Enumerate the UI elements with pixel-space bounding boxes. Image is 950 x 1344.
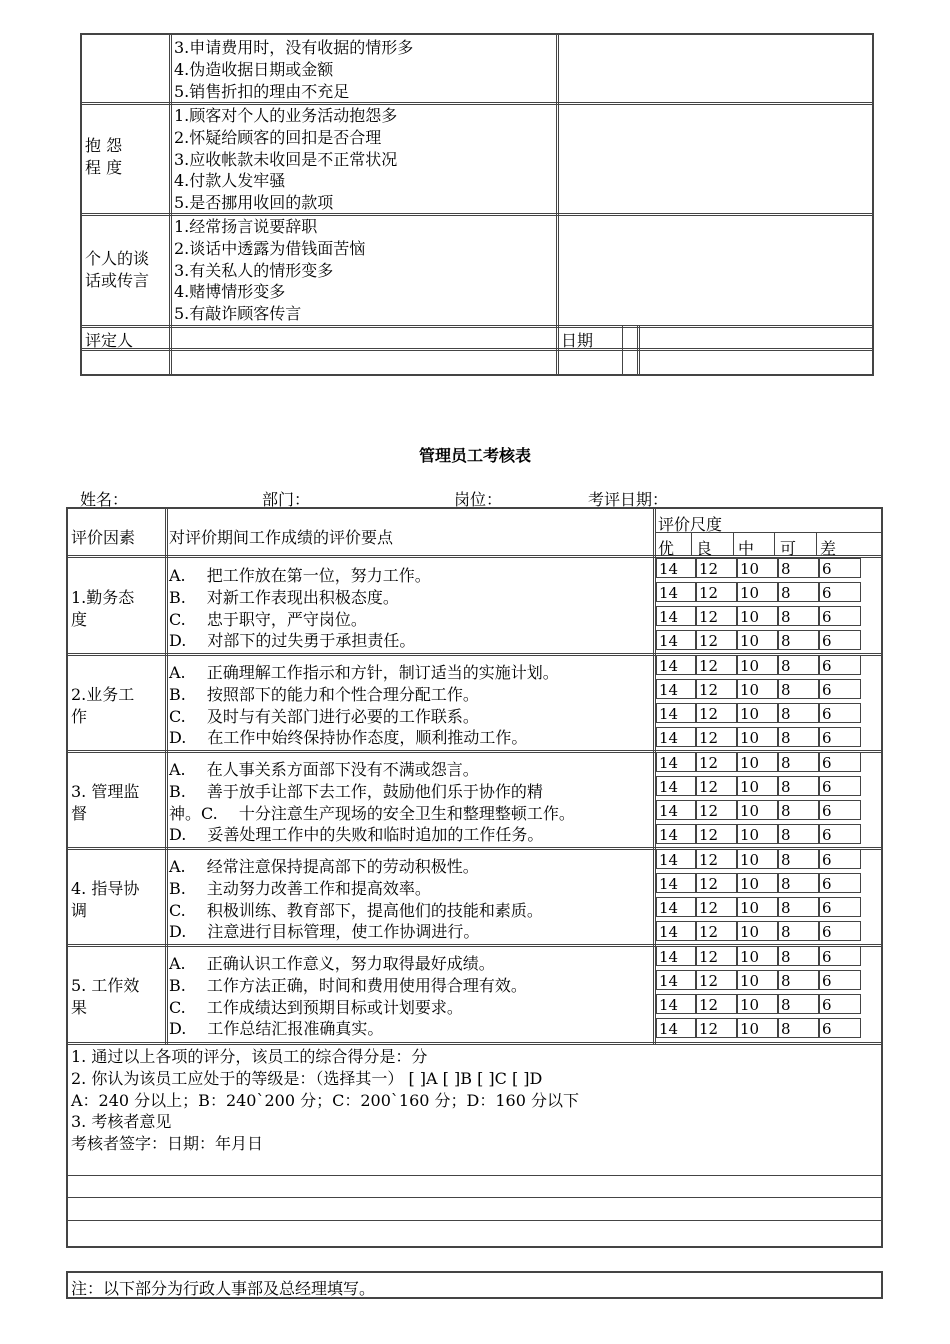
score-value: 10 [740,851,760,869]
score-cell[interactable] [696,994,737,1014]
score-value: 14 [659,608,679,626]
score-cell[interactable] [778,606,819,626]
score-cell[interactable] [696,752,737,772]
score-value: 14 [659,899,679,917]
score-cell[interactable] [819,679,861,699]
score-cell[interactable] [778,921,819,941]
score-cell[interactable] [778,873,819,893]
score-value: 6 [822,802,832,820]
score-value: 8 [781,875,791,893]
score-cell[interactable] [696,582,737,602]
factor-5-items [169,953,527,1040]
score-cell[interactable] [656,970,696,990]
score-cell[interactable] [819,994,861,1014]
list-item: C. 及时与有关部门进行必要的工作联系。 [169,706,479,726]
list-item: D. 工作总结汇报准确真实。 [169,1019,384,1039]
score-value: 6 [822,826,832,844]
score-cell[interactable] [819,655,861,675]
score-value: 12 [699,657,719,675]
score-cell[interactable] [737,606,778,626]
factor-5-label: 5. 工作效 果 [71,976,140,1017]
score-cell[interactable] [737,921,778,941]
score-value: 8 [781,851,791,869]
score-value: 14 [659,754,679,772]
summary-line: 2. 你认为该员工应处于的等级是：（选择其一） [ ]A [ ]B [ ]C [ ]D [71,1068,543,1088]
score-value: 14 [659,681,679,699]
list-item: D. 对部下的过失勇于承担责任。 [169,631,416,651]
score-value: 14 [659,705,679,723]
list-item: 2.怀疑给顾客的回扣是否合理 [174,127,382,147]
score-cell[interactable] [737,946,778,966]
score-cell[interactable] [696,921,737,941]
score-cell[interactable] [737,873,778,893]
score-cell[interactable] [656,679,696,699]
score-cell[interactable] [778,800,819,820]
list-item: 5.销售折扣的理由不充足 [174,81,350,101]
score-cell[interactable] [656,727,696,747]
summary-line: 1. 通过以上各项的评分，该员工的综合得分是：分 [71,1047,428,1066]
score-value: 12 [699,632,719,650]
score-cell[interactable] [737,703,778,723]
score-cell[interactable] [737,752,778,772]
score-value: 12 [699,584,719,602]
score-value: 6 [822,560,832,578]
score-cell[interactable] [778,727,819,747]
score-value: 14 [659,657,679,675]
score-value: 6 [822,632,832,650]
score-value: 12 [699,560,719,578]
score-cell[interactable] [778,558,819,578]
list-item: D. 注意进行目标管理，使工作协调进行。 [169,922,480,942]
score-cell[interactable] [696,970,737,990]
list-item: B. 工作方法正确，时间和费用使用得合理有效。 [169,975,527,995]
score-value: 6 [822,972,832,990]
score-value: 8 [781,996,791,1014]
score-cell[interactable] [696,849,737,869]
score-value: 8 [781,729,791,747]
score-value: 10 [740,826,760,844]
score-value: 8 [781,899,791,917]
score-value: 12 [699,778,719,796]
factor-1-items [169,565,431,652]
complaint-label: 抱 怨 程 度 [85,136,123,177]
score-value: 12 [699,705,719,723]
score-cell[interactable] [737,776,778,796]
score-value: 14 [659,948,679,966]
score-cell[interactable] [656,994,696,1014]
score-value: 8 [781,826,791,844]
list-item: 1.顾客对个人的业务活动抱怨多 [174,106,398,125]
score-value: 6 [822,754,832,772]
score-value: 8 [781,705,791,723]
grade-fair: 可 [780,539,797,558]
score-cell[interactable] [819,970,861,990]
score-cell[interactable] [696,824,737,844]
score-value: 10 [740,802,760,820]
score-cell[interactable] [819,897,861,917]
note-text: 注：以下部分为行政人事部及总经理填写。 [71,1279,376,1298]
score-cell[interactable] [778,994,819,1014]
score-value: 6 [822,923,832,941]
list-item: 3.有关私人的情形变多 [174,260,334,280]
score-value: 14 [659,875,679,893]
score-value: 6 [822,948,832,966]
score-value: 12 [699,875,719,893]
score-cell[interactable] [737,727,778,747]
score-value: 8 [781,632,791,650]
score-cell[interactable] [737,582,778,602]
score-value: 12 [699,923,719,941]
score-cell[interactable] [737,558,778,578]
score-cell[interactable] [656,873,696,893]
score-value: 14 [659,1020,679,1038]
grade-average: 中 [738,539,755,558]
summary-line: 考核者签字：日期：年月日 [71,1134,264,1154]
scale-header: 评价尺度 [658,515,723,534]
score-value: 10 [740,875,760,893]
score-cell[interactable] [656,630,696,650]
score-cell[interactable] [737,897,778,917]
score-value: 6 [822,778,832,796]
list-item: A. 正确认识工作意义，努力取得最好成绩。 [169,954,495,973]
score-cell[interactable] [737,630,778,650]
eval-date-label: 考评日期： [588,490,669,509]
score-value: 10 [740,996,760,1014]
score-cell[interactable] [656,849,696,869]
score-cell[interactable] [819,582,861,602]
list-item: A. 正确理解工作指示和方针，制订适当的实施计划。 [169,663,559,682]
score-value: 6 [822,729,832,747]
score-value: 14 [659,996,679,1014]
factor-2-label: 2.业务工 作 [71,685,135,726]
score-cell[interactable] [656,1018,696,1038]
score-cell[interactable] [696,727,737,747]
score-cell[interactable] [819,558,861,578]
list-item: 4.伪造收据日期或金额 [174,59,334,79]
score-cell[interactable] [696,606,737,626]
list-item: 5.有敲诈顾客传言 [174,304,302,324]
score-value: 10 [740,608,760,626]
score-value: 8 [781,802,791,820]
score-value: 12 [699,729,719,747]
score-value: 10 [740,729,760,747]
list-item: B. 对新工作表现出积极态度。 [169,587,399,607]
summary-line: 3. 考核者意见 [71,1112,172,1132]
score-value: 12 [699,996,719,1014]
score-cell[interactable] [778,970,819,990]
list-item: 5.是否挪用收回的款项 [174,193,334,213]
score-value: 14 [659,584,679,602]
factor-4-items [169,856,543,943]
score-cell[interactable] [819,727,861,747]
score-cell[interactable] [696,655,737,675]
list-item: 1.经常扬言说要辞职 [174,217,318,236]
score-cell[interactable] [696,703,737,723]
score-value: 10 [740,972,760,990]
list-item: B. 善于放手让部下去工作，鼓励他们乐于协作的精 [169,781,543,801]
score-value: 8 [781,1020,791,1038]
score-cell[interactable] [737,1018,778,1038]
score-cell[interactable] [819,824,861,844]
grade-poor: 差 [820,539,837,558]
score-cell[interactable] [778,849,819,869]
list-item: 3.应收帐款未收回是不正常状况 [174,149,398,169]
score-cell[interactable] [696,776,737,796]
list-item: A. 把工作放在第一位，努力工作。 [169,566,431,585]
name-label: 姓名： [80,490,129,509]
score-value: 6 [822,875,832,893]
score-cell[interactable] [819,800,861,820]
score-value: 10 [740,1020,760,1038]
score-value: 10 [740,948,760,966]
grade-good: 良 [696,539,713,558]
score-value: 8 [781,560,791,578]
score-value: 6 [822,584,832,602]
score-cell[interactable] [737,800,778,820]
rumor-label: 个人的谈 话或传言 [85,249,150,290]
evaluator-label: 评定人 [85,331,134,350]
list-item: D. 妥善处理工作中的失败和临时追加的工作任务。 [169,825,544,845]
score-value: 12 [699,802,719,820]
score-value: 14 [659,923,679,941]
score-value: 12 [699,948,719,966]
score-cell[interactable] [778,655,819,675]
score-value: 12 [699,851,719,869]
grade-excellent: 优 [658,539,675,558]
score-cell[interactable] [778,630,819,650]
score-value: 12 [699,608,719,626]
score-cell[interactable] [819,946,861,966]
score-cell[interactable] [778,1018,819,1038]
score-cell[interactable] [778,897,819,917]
factor-2-items [169,662,559,749]
score-value: 14 [659,851,679,869]
factor-header: 评价因素 [71,528,136,547]
score-value: 6 [822,996,832,1014]
appraisal-table [66,507,883,1248]
score-cell[interactable] [819,776,861,796]
score-value: 14 [659,560,679,578]
score-value: 8 [781,923,791,941]
form-title: 管理员工考核表 [418,446,531,465]
dept-label: 部门： [262,490,311,509]
score-value: 6 [822,851,832,869]
list-item: 4.赌博情形变多 [174,282,286,302]
score-cell[interactable] [656,921,696,941]
score-value: 12 [699,754,719,772]
score-cell[interactable] [696,558,737,578]
score-cell[interactable] [819,630,861,650]
score-cell[interactable] [656,582,696,602]
score-cell[interactable] [656,946,696,966]
score-value: 10 [740,681,760,699]
score-cell[interactable] [778,679,819,699]
factor-1-label: 1.勤务态 度 [71,588,135,629]
behavior-table [80,33,874,376]
score-cell[interactable] [737,970,778,990]
summary-line: A：240 分以上；B：240ˋ200 分；C：200ˋ160 分；D：160 分以下 [71,1090,579,1110]
score-value: 8 [781,657,791,675]
score-value: 12 [699,681,719,699]
score-value: 6 [822,899,832,917]
score-cell[interactable] [656,606,696,626]
list-item: D. 在工作中始终保持协作态度，顺利推动工作。 [169,728,528,748]
score-cell[interactable] [656,703,696,723]
score-cell[interactable] [656,824,696,844]
list-item: B. 按照部下的能力和个性合理分配工作。 [169,684,479,704]
score-value: 10 [740,899,760,917]
score-cell[interactable] [819,1018,861,1038]
points-header: 对评价期间工作成绩的评价要点 [169,528,394,547]
score-cell[interactable] [696,873,737,893]
score-value: 8 [781,778,791,796]
score-cell[interactable] [778,703,819,723]
score-cell[interactable] [819,606,861,626]
score-cell[interactable] [819,703,861,723]
score-value: 6 [822,608,832,626]
score-cell[interactable] [656,800,696,820]
score-value: 14 [659,632,679,650]
score-value: 10 [740,923,760,941]
factor-3-label: 3. 管理监 督 [71,782,140,823]
score-value: 6 [822,705,832,723]
score-value: 10 [740,584,760,602]
score-cell[interactable] [696,1018,737,1038]
score-value: 14 [659,729,679,747]
score-cell[interactable] [656,558,696,578]
score-value: 8 [781,972,791,990]
score-value: 10 [740,657,760,675]
row1-items [174,37,413,102]
score-value: 8 [781,608,791,626]
score-value: 12 [699,1020,719,1038]
score-cell[interactable] [656,776,696,796]
list-item: C. 忠于职守，严守岗位。 [169,609,367,629]
score-value: 14 [659,972,679,990]
score-cell[interactable] [819,873,861,893]
score-cell[interactable] [737,824,778,844]
score-value: 8 [781,584,791,602]
score-value: 12 [699,899,719,917]
score-cell[interactable] [696,800,737,820]
list-item: C. 工作成绩达到预期目标或计划要求。 [169,997,463,1017]
score-cell[interactable] [737,655,778,675]
score-cell[interactable] [656,897,696,917]
score-value: 12 [699,826,719,844]
score-cell[interactable] [656,752,696,772]
score-value: 14 [659,826,679,844]
score-value: 6 [822,657,832,675]
score-cell[interactable] [778,946,819,966]
factor-3-items [169,759,575,846]
score-value: 14 [659,802,679,820]
note-box [66,1271,883,1299]
date-label: 日期 [561,331,594,350]
score-value: 10 [740,632,760,650]
score-value: 8 [781,948,791,966]
list-item: 2.谈话中透露为借钱面苦恼 [174,238,366,258]
rumor-items [174,216,365,325]
score-cell[interactable] [778,824,819,844]
score-value: 14 [659,778,679,796]
list-item: 4.付款人发牢骚 [174,171,286,191]
list-item: A. 经常注意保持提高部下的劳动积极性。 [169,857,479,876]
score-cell[interactable] [819,849,861,869]
list-item: 3.申请费用时，没有收据的情形多 [174,38,414,57]
complaint-items [174,105,397,214]
score-cell[interactable] [737,994,778,1014]
score-cell[interactable] [778,776,819,796]
score-cell[interactable] [696,897,737,917]
factor-4-label: 4. 指导协 调 [71,879,140,920]
score-value: 8 [781,681,791,699]
score-cell[interactable] [778,752,819,772]
score-value: 10 [740,705,760,723]
score-cell[interactable] [819,752,861,772]
position-label: 岗位： [454,490,503,509]
score-value: 6 [822,1020,832,1038]
summary-block [71,1046,579,1155]
score-cell[interactable] [656,655,696,675]
score-cell[interactable] [737,679,778,699]
list-item: 神。C. 十分注意生产现场的安全卫生和整理整顿工作。 [169,803,575,823]
list-item: C. 积极训练、教育部下，提高他们的技能和素质。 [169,900,543,920]
score-value: 10 [740,560,760,578]
list-item: A. 在人事关系方面部下没有不满或怨言。 [169,760,479,779]
score-cell[interactable] [696,630,737,650]
score-cell[interactable] [696,946,737,966]
score-cell[interactable] [737,849,778,869]
score-cell[interactable] [819,921,861,941]
score-value: 8 [781,754,791,772]
score-value: 12 [699,972,719,990]
score-value: 10 [740,754,760,772]
score-value: 10 [740,778,760,796]
score-value: 6 [822,681,832,699]
score-cell[interactable] [778,582,819,602]
list-item: B. 主动努力改善工作和提高效率。 [169,878,431,898]
score-cell[interactable] [696,679,737,699]
